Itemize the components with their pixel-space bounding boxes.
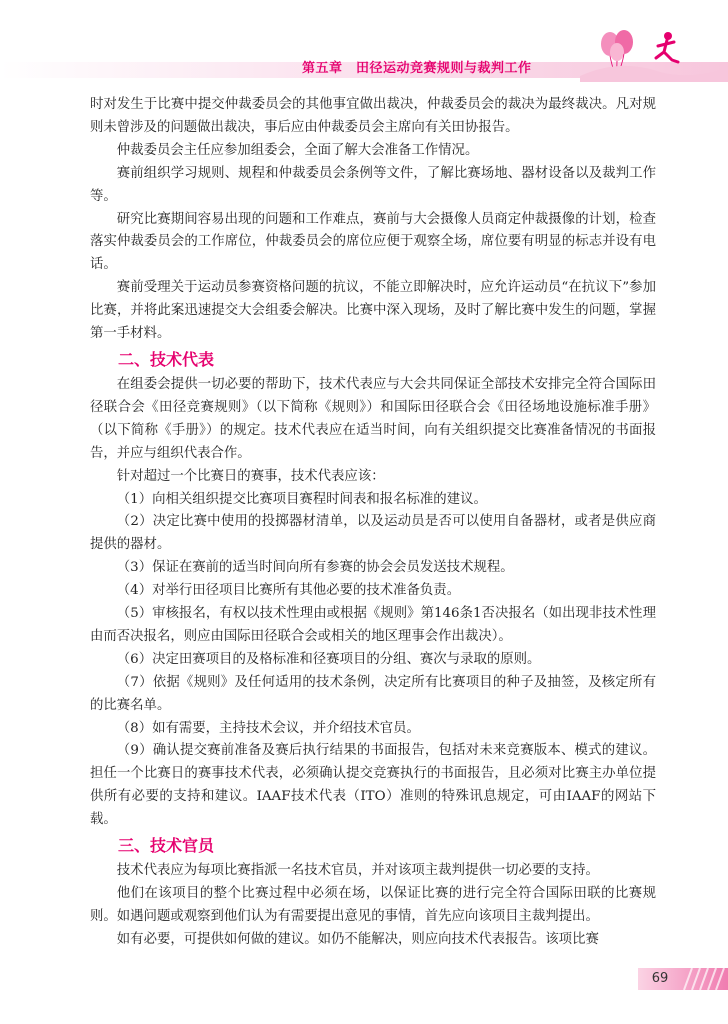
paragraph: 时对发生于比赛中提交仲裁委员会的其他事宜做出裁决，仲裁委员会的裁决为最终裁决。凡对规则未曾涉及的问题做出裁决，事后应由仲裁委员会主席向有关田协报告。: [90, 97, 656, 135]
paragraph: 仲裁委员会主任应参加组委会，全面了解大会准备工作情况。: [116, 142, 479, 158]
list-item: （5）审核报名，有权以技术性理由或根据《规则》第146条1否决报名（如出现非技术性理由而否决报名，则应由国际田径联合会或相关的地区理事会作出裁决）。: [90, 606, 656, 644]
paragraph: 他们在该项目的整个比赛过程中必须在场，以保证比赛的进行完全符合国际田联的比赛规则。如遇问题或观察到他们认为有需要提出意见的事情，首先应向该项目主裁判提出。: [90, 886, 656, 924]
section-heading: 三、技术官员: [118, 836, 215, 856]
list-item: （9）确认提交赛前准备及赛后执行结果的书面报告，包括对未来竞赛版本、模式的建议。担任一个比赛日的赛事技术代表，必须确认提交竞赛执行的书面报告，且必须对比赛主办单位提供所有必要的支持和建议。IAAF技术代表（ITO）准则的特殊讯息规定，可由IAAF的网站下载。: [90, 743, 656, 828]
page-number: 69: [651, 971, 669, 986]
paragraph: 研究比赛期间容易出现的问题和工作难点，赛前与大会摄像人员商定仲裁摄像的计划，检查落实仲裁委员会的工作席位，仲裁委员会的席位应便于观察全场，席位要有明显的标志并设有电话。: [90, 211, 656, 273]
list-item: （1）向相关组织提交比赛项目赛程时间表和报名标准的建议。: [116, 491, 487, 507]
list-item: （4）对举行田径项目比赛所有其他必要的技术准备负责。: [116, 583, 461, 599]
list-item: （6）决定田赛项目的及格标准和径赛项目的分组、赛次与录取的原则。: [116, 651, 541, 667]
list-item: （2）决定比赛中使用的投掷器材清单，以及运动员是否可以使用自备器材，或者是供应商提供的器材。: [90, 514, 656, 553]
list-item: （8）如有需要，主持技术会议，并介绍技术官员。: [116, 720, 420, 736]
footer-stripes: [678, 968, 728, 990]
paragraph: 技术代表应为每项比赛指派一名技术官员，并对该项主裁判提供一切必要的支持。: [116, 863, 599, 879]
list-item: （3）保证在赛前的适当时间向所有参赛的协会会员发送技术规程。: [116, 560, 514, 576]
list-item: （7）依据《规则》及任何适用的技术条例，决定所有比赛项目的种子及抽签，及核定所有的比赛名单。: [90, 674, 656, 713]
chapter-title: 第五章 田径运动竞赛规则与裁判工作: [302, 61, 532, 76]
page-header: [0, 0, 728, 82]
paragraph: 在组委会提供一切必要的帮助下，技术代表应与大会共同保证全部技术安排完全符合国际田径联合会《田径竞赛规则》（以下简称《规则》）和国际田径联合会《田径场地设施标准手册》（以下简称《手册》）的规定。技术代表应在适当时间，向有关组织提交比赛准备情况的书面报告，并应与组织代表合作。: [90, 376, 656, 461]
paragraph: 赛前组织学习规则、规程和仲裁委员会条例等文件，了解比赛场地、器材设备以及裁判工作等。: [90, 165, 656, 204]
runner-balloons-icon: [560, 28, 728, 82]
section-heading: 二、技术代表: [118, 349, 215, 369]
paragraph: 赛前受理关于运动员参赛资格问题的抗议，不能立即解决时，应允许运动员“在抗议下”参加比赛，并将此案迅速提交大会组委会解决。比赛中深入现场，及时了解比赛中发生的问题，掌握第一手材料。: [90, 280, 656, 342]
page-footer: [0, 964, 728, 1004]
paragraph: 针对超过一个比赛日的赛事，技术代表应该：: [116, 468, 385, 484]
page-body: [90, 94, 656, 952]
paragraph: 如有必要，可提供如何做的建议。如仍不能解决，则应向技术代表报告。该项比赛: [116, 931, 599, 947]
